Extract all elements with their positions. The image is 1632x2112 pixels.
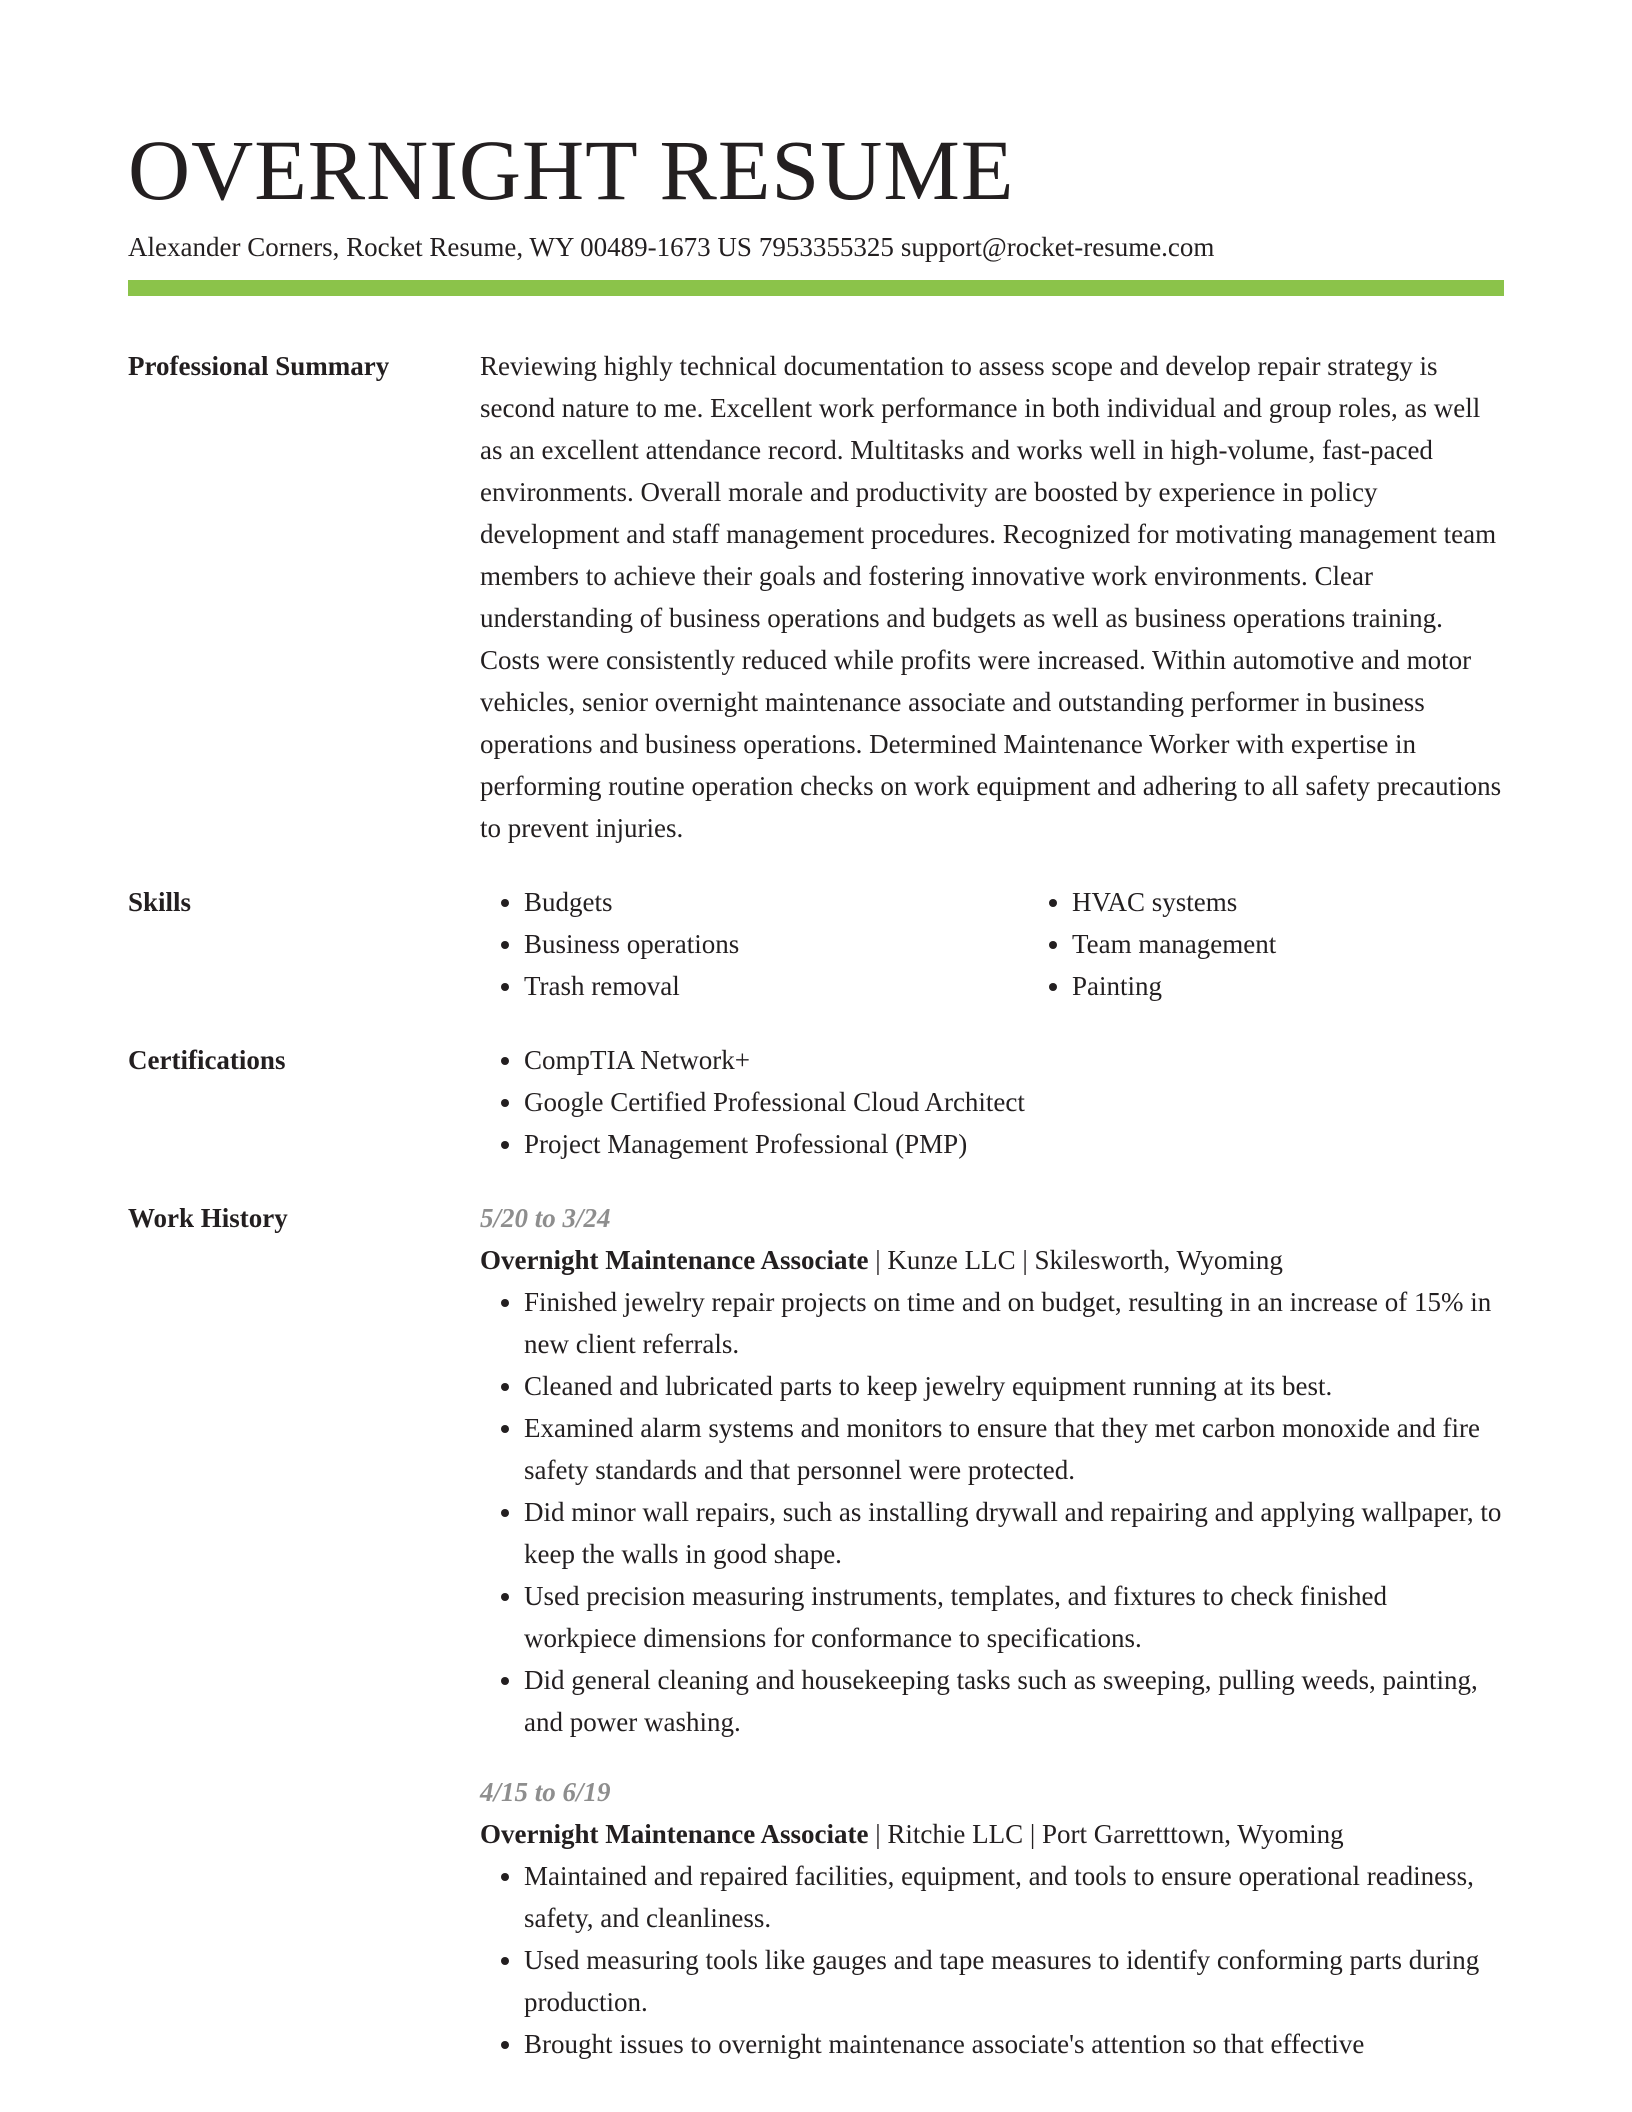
skills-column-2 bbox=[1028, 881, 1576, 1007]
job-bullet: • Finished jewelry repair projects on time and on budget, resulting in an increase of 15% in new client referrals. bbox=[524, 1281, 1504, 1365]
work-history-heading: Work History bbox=[128, 1203, 288, 1233]
contact-line bbox=[128, 228, 1504, 266]
skill-item: • Trash removal bbox=[524, 965, 1028, 1007]
certification-item: • CompTIA Network+ bbox=[524, 1039, 1504, 1081]
job-header bbox=[480, 1813, 1504, 1855]
job-bullet: • Did minor wall repairs, such as installing drywall and repairing and applying wallpaper, to keep the walls in good shape. bbox=[524, 1491, 1504, 1575]
skill-item: • Team management bbox=[1072, 923, 1576, 965]
skills-column-1 bbox=[480, 881, 1028, 1007]
summary-section bbox=[128, 345, 1504, 849]
certifications-section bbox=[128, 1039, 1504, 1165]
job-bullets bbox=[480, 1281, 1504, 1743]
job-dates: 5/20 to 3/24 bbox=[480, 1203, 611, 1233]
summary-heading: Professional Summary bbox=[128, 351, 390, 381]
job-entry bbox=[480, 1771, 1504, 2065]
job-bullet: • Cleaned and lubricated parts to keep jewelry equipment running at its best. bbox=[524, 1365, 1504, 1407]
job-bullet: • Examined alarm systems and monitors to ensure that they met carbon monoxide and fire safety standards and that personnel were protected. bbox=[524, 1407, 1504, 1491]
skills-list bbox=[480, 881, 1576, 1007]
job-entry bbox=[480, 1197, 1504, 1743]
resume-page bbox=[128, 122, 1504, 2065]
contact-address: Alexander Corners, Rocket Resume, WY 00489-1673 US bbox=[128, 232, 752, 262]
skills-section bbox=[128, 881, 1504, 1007]
skills-heading: Skills bbox=[128, 887, 192, 917]
skill-item: • Budgets bbox=[524, 881, 1028, 923]
job-company-location: | Kunze LLC | Skilesworth, Wyoming bbox=[875, 1245, 1283, 1275]
job-bullets bbox=[480, 1855, 1504, 2065]
resume-name: OVERNIGHT RESUME bbox=[128, 122, 1015, 218]
work-history-list bbox=[480, 1197, 1504, 2065]
certification-item: • Google Certified Professional Cloud Architect bbox=[524, 1081, 1504, 1123]
summary-text: Reviewing highly technical documentation to assess scope and develop repair strategy is second nature to me. Excellent work performance in both individual and group roles, as well as an excellent attendance record. Multitasks and works well in high-volume, fast-paced environments. Overall morale and productivity are boosted by experience in policy development and staff management procedures. Recognized for motivating management team members to achieve their goals and fostering innovative work environments. Clear understanding of business operations and budgets as well as business operations training. Costs were consistently reduced while profits were increased. Within automotive and motor vehicles, senior overnight maintenance associate and outstanding performer in business operations and business operations. Determined Maintenance Worker with expertise in performing routine operation checks on work equipment and adhering to all safety precautions to prevent injuries. bbox=[480, 351, 1502, 843]
work-history-section bbox=[128, 1197, 1504, 2065]
job-bullet: • Brought issues to overnight maintenance associate's attention so that effective bbox=[524, 2023, 1504, 2065]
job-title: Overnight Maintenance Associate bbox=[480, 1819, 869, 1849]
job-bullet: • Used measuring tools like gauges and tape measures to identify conforming parts during production. bbox=[524, 1939, 1504, 2023]
job-bullet: • Maintained and repaired facilities, equipment, and tools to ensure operational readiness, safety, and cleanliness. bbox=[524, 1855, 1504, 1939]
skill-item: • HVAC systems bbox=[1072, 881, 1576, 923]
skill-item: • Painting bbox=[1072, 965, 1576, 1007]
job-header bbox=[480, 1239, 1504, 1281]
job-bullet: • Used precision measuring instruments, templates, and fixtures to check finished workpiece dimensions for conformance to specifications. bbox=[524, 1575, 1504, 1659]
job-title: Overnight Maintenance Associate bbox=[480, 1245, 869, 1275]
contact-email: support@rocket-resume.com bbox=[900, 232, 1215, 262]
contact-phone: 7953355325 bbox=[758, 232, 894, 262]
skill-item: • Business operations bbox=[524, 923, 1028, 965]
job-bullet: • Did general cleaning and housekeeping tasks such as sweeping, pulling weeds, painting, and power washing. bbox=[524, 1659, 1504, 1743]
job-dates: 4/15 to 6/19 bbox=[480, 1777, 611, 1807]
certifications-heading: Certifications bbox=[128, 1045, 286, 1075]
job-company-location: | Ritchie LLC | Port Garretttown, Wyoming bbox=[875, 1819, 1344, 1849]
header-divider bbox=[128, 280, 1504, 296]
certifications-list bbox=[480, 1039, 1504, 1165]
certification-item: • Project Management Professional (PMP) bbox=[524, 1123, 1504, 1165]
